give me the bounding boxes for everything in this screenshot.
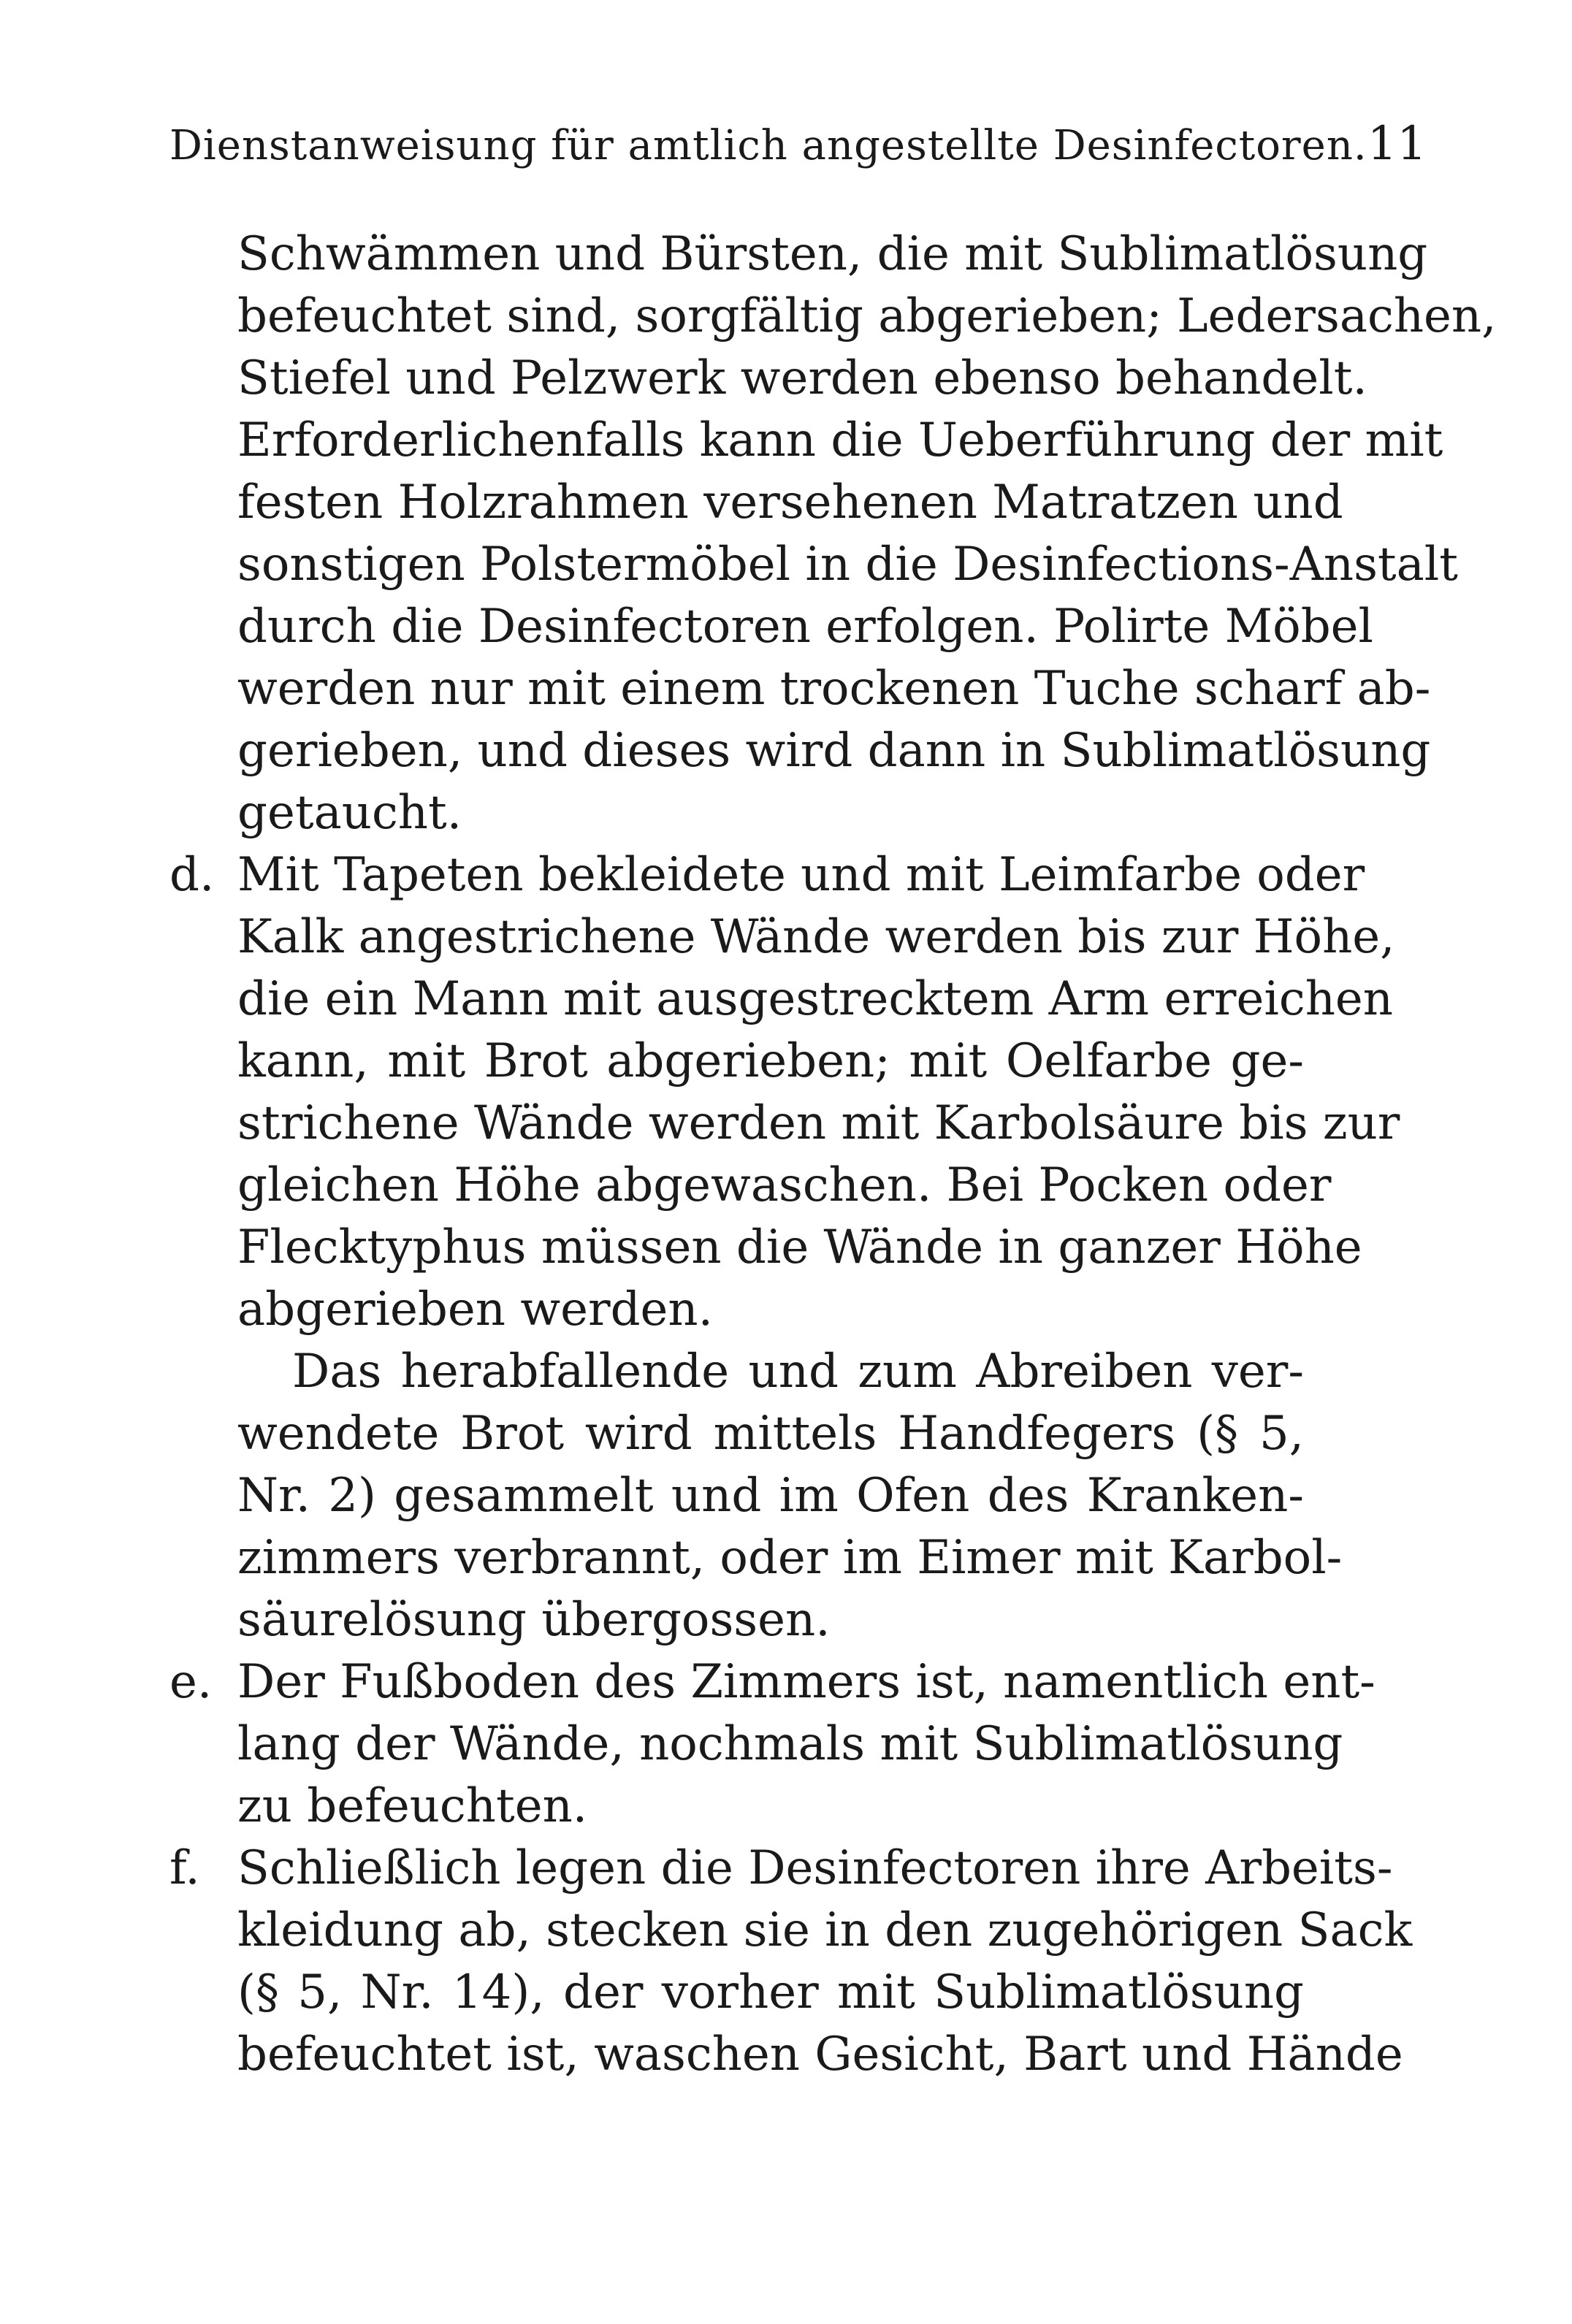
text-line: gleichen Höhe abgewaschen. Bei Pocken oder (237, 1158, 1332, 1212)
text-line: (§ 5, Nr. 14), der vorher mit Sublimatlösung (237, 1965, 1304, 2019)
text-line: Schwämmen und Bürsten, die mit Sublimatlösung (237, 227, 1428, 281)
list-marker-e: e. (169, 1655, 213, 1709)
text-line: befeuchtet ist, waschen Gesicht, Bart und Hände (237, 2027, 1403, 2082)
text-line: wendete Brot wird mittels Handfegers (§ 5, (237, 1407, 1304, 1461)
text-line: zimmers verbrannt, oder im Eimer mit Karbol- (237, 1531, 1343, 1585)
text-line: werden nur mit einem trockenen Tuche scharf ab- (237, 662, 1431, 716)
text-line: Kalk angestrichene Wände werden bis zur Höhe, (237, 910, 1395, 964)
list-marker-d: d. (169, 848, 215, 902)
text-line: sonstigen Polstermöbel in die Desinfections-Anstalt (237, 538, 1458, 592)
text-line: festen Holzrahmen versehenen Matratzen und (237, 475, 1343, 530)
text-line: Schließlich legen die Desinfectoren ihre Arbeits- (237, 1841, 1393, 1895)
text-line: säurelösung übergossen. (237, 1593, 831, 1647)
text-line: befeuchtet sind, sorgfältig abgerieben; Ledersachen, (237, 289, 1497, 343)
text-line: abgerieben werden. (237, 1283, 713, 1337)
text-line: Das herabfallende und zum Abreiben ver- (292, 1345, 1304, 1399)
text-line: Stiefel und Pelzwerk werden ebenso behandelt. (237, 351, 1367, 405)
text-line: getaucht. (237, 786, 462, 840)
text-line: Nr. 2) gesammelt und im Ofen des Kranken- (237, 1469, 1304, 1523)
page-number: 11 (1367, 117, 1427, 171)
text-line: Erforderlichenfalls kann die Ueberführung der mit (237, 413, 1443, 467)
text-line: durch die Desinfectoren erfolgen. Polirte Möbel (237, 600, 1373, 654)
text-line: zu befeuchten. (237, 1779, 588, 1833)
text-line: Der Fußboden des Zimmers ist, namentlich ent- (237, 1655, 1376, 1709)
text-line: strichene Wände werden mit Karbolsäure bis zur (237, 1096, 1400, 1150)
text-line: Mit Tapeten bekleidete und mit Leimfarbe oder (237, 848, 1365, 902)
text-line: die ein Mann mit ausgestrecktem Arm erreichen (237, 972, 1393, 1026)
list-marker-f: f. (169, 1841, 200, 1895)
running-title: Dienstanweisung für amtlich angestellte Desinfectoren. (169, 122, 1367, 169)
text-line: kann, mit Brot abgerieben; mit Oelfarbe ge- (237, 1034, 1304, 1088)
page-header (169, 117, 1427, 183)
text-line: Flecktyphus müssen die Wände in ganzer Höhe (237, 1220, 1362, 1274)
text-line: gerieben, und dieses wird dann in Sublimatlösung (237, 724, 1431, 778)
text-line: lang der Wände, nochmals mit Sublimatlösung (237, 1717, 1343, 1771)
text-line: kleidung ab, stecken sie in den zugehörigen Sack (237, 1903, 1413, 1957)
